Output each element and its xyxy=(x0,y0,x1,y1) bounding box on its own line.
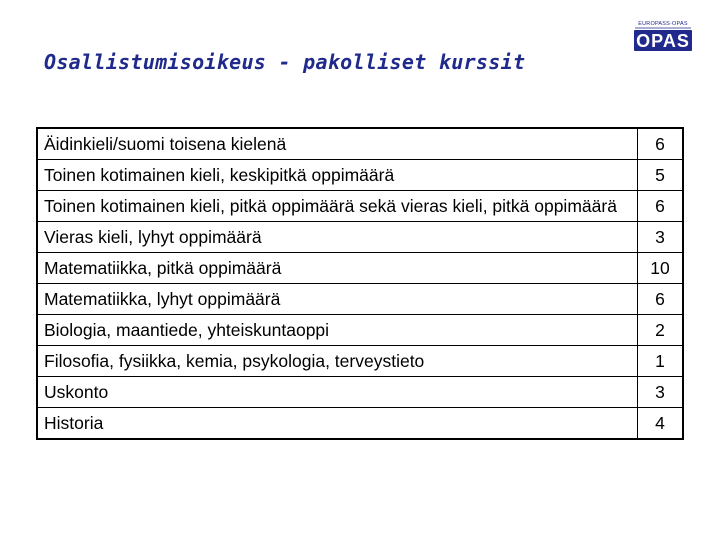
course-count-cell: 3 xyxy=(638,377,684,408)
course-count-cell: 6 xyxy=(638,191,684,222)
subject-cell: Filosofia, fysiikka, kemia, psykologia, terveystieto xyxy=(37,346,638,377)
course-count-cell: 2 xyxy=(638,315,684,346)
subject-cell: Äidinkieli/suomi toisena kielenä xyxy=(37,128,638,160)
subject-cell: Historia xyxy=(37,408,638,440)
subject-cell: Vieras kieli, lyhyt oppimäärä xyxy=(37,222,638,253)
opas-logo xyxy=(632,18,694,52)
table-row xyxy=(37,222,683,253)
subject-cell: Uskonto xyxy=(37,377,638,408)
table-row xyxy=(37,128,683,160)
table-row xyxy=(37,346,683,377)
table-row xyxy=(37,377,683,408)
table-row xyxy=(37,191,683,222)
courses-table xyxy=(36,127,684,440)
table-row xyxy=(37,408,683,440)
table-row xyxy=(37,253,683,284)
course-count-cell: 6 xyxy=(638,284,684,315)
course-count-cell: 3 xyxy=(638,222,684,253)
subject-cell: Matematiikka, pitkä oppimäärä xyxy=(37,253,638,284)
logo-text: OPAS xyxy=(636,31,690,51)
course-count-cell: 6 xyxy=(638,128,684,160)
course-count-cell: 10 xyxy=(638,253,684,284)
table-row xyxy=(37,315,683,346)
subject-cell: Toinen kotimainen kieli, keskipitkä oppimäärä xyxy=(37,160,638,191)
slide-title: Osallistumisoikeus - pakolliset kurssit xyxy=(44,50,526,74)
table-row xyxy=(37,160,683,191)
course-count-cell: 1 xyxy=(638,346,684,377)
logo-subtext: EUROPASS·OPAS xyxy=(638,21,688,27)
subject-cell: Matematiikka, lyhyt oppimäärä xyxy=(37,284,638,315)
course-count-cell: 5 xyxy=(638,160,684,191)
subject-cell: Biologia, maantiede, yhteiskuntaoppi xyxy=(37,315,638,346)
course-count-cell: 4 xyxy=(638,408,684,440)
subject-cell: Toinen kotimainen kieli, pitkä oppimäärä sekä vieras kieli, pitkä oppimäärä xyxy=(37,191,638,222)
table-row xyxy=(37,284,683,315)
